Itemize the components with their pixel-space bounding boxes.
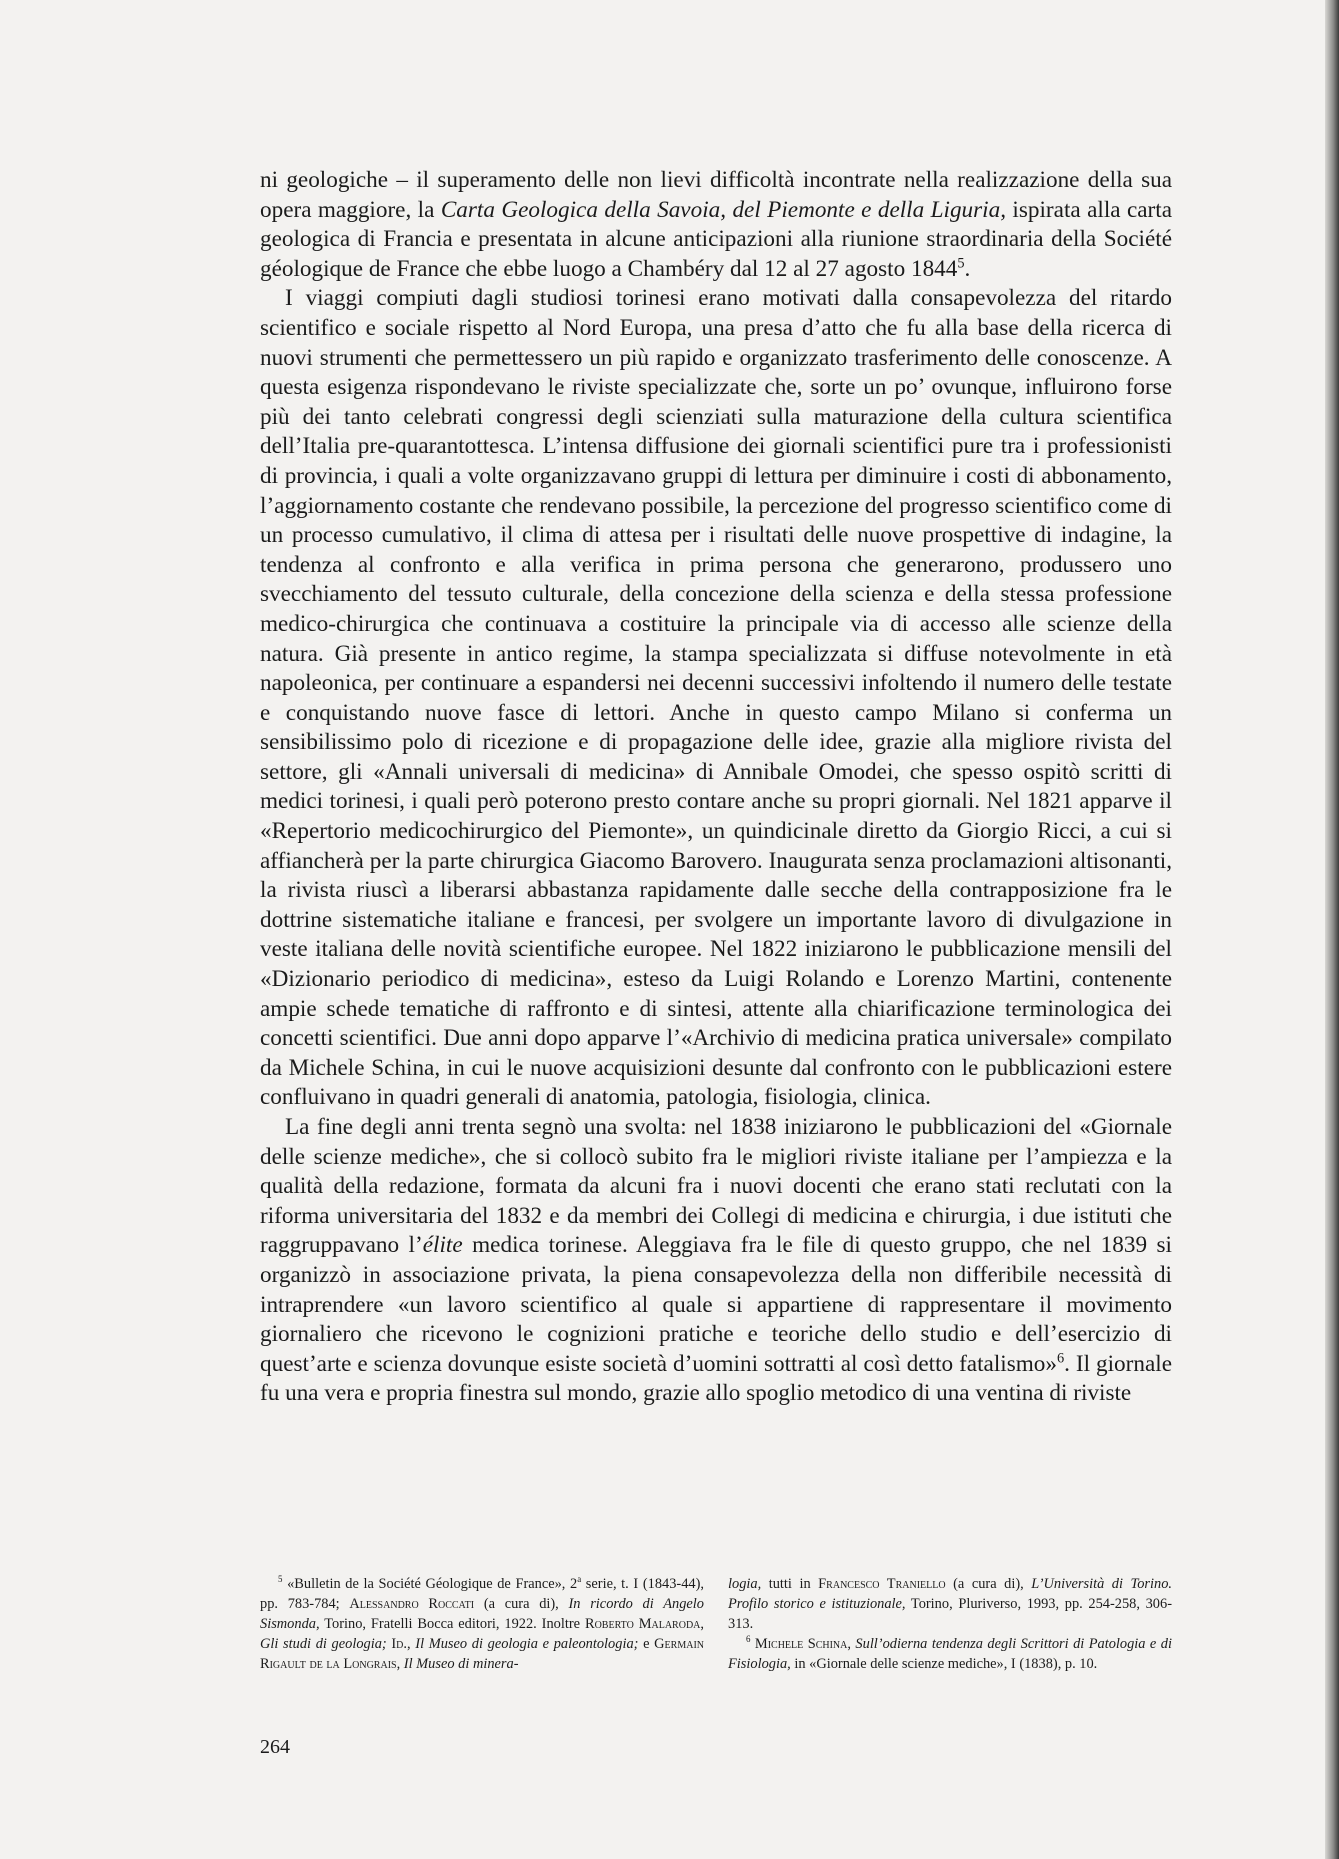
footnote-column-left — [260, 1574, 704, 1674]
page-number: 264 — [260, 1736, 290, 1758]
footnote-5-continued: logia, tutti in Francesco Traniello (a cura di), L’Università di Torino. Profilo storico e istituzionale, Torino, Pluriverso, 1993, pp. 254-258, 306-313. — [728, 1576, 1172, 1632]
footnote-5: $^5$ «Bulletin de la Société Géologique de France», 2$^a$ serie, t. I (1843-44), pp. 783-784; Alessandro Roccati (a cura di), In ricordo di Angelo Sismonda, Torino, Fratelli Bocca editori, 1922. Inoltre Roberto Malaroda, Gli studi di geologia; Id., Il Museo di geologia e paleontologia; e Germain Rigault de la Longrais, Il Museo di minera- — [260, 1574, 704, 1672]
paragraph-1: ni geologiche – il superamento delle non lievi difficoltà incontrate nella realizzazione della sua opera maggiore, la Carta Geologica della Savoia, del Piemonte e della Liguria, ispirata alla carta geologica di Francia e presentata in alcune anticipazioni alla riunione straordinaria della Société géologique de France che ebbe luogo a Chambéry dal 12 al 27 agosto 1844$^5$. — [260, 167, 1172, 282]
footnotes — [260, 1574, 1172, 1674]
main-text — [260, 166, 1172, 1409]
page-edge-shadow — [1325, 0, 1339, 1859]
footnote-6: $^6$ Michele Schina, Sull’odierna tendenza degli Scrittori di Patologia e di Fisiologia, in «Giornale delle scienze mediche», I (1838), p. 10. — [728, 1634, 1172, 1672]
paragraph-3: La fine degli anni trenta segnò una svolta: nel 1838 iniziarono le pubblicazioni del «Giornale delle scienze mediche», che si collocò subito fra le migliori riviste italiane per l’ampiezza e la qualità della redazione, formata da alcuni fra i nuovi docenti che erano stati reclutati con la riforma universitaria del 1832 e da membri dei Collegi di medicina e chirurgia, i due istituti che raggruppavano l’élite medica torinese. Aleggiava fra le file di questo gruppo, che nel 1839 si organizzò in associazione privata, la piena consapevolezza della non differibile necessità di intraprendere «un lavoro scientifico al quale si appartiene di rappresentare il movimento giornaliero che ricevono le cognizioni pratiche e teoriche dello studio e dell’esercizio di quest’arte e scienza dovunque esiste società d’uomini sottratti al così detto fatalismo»$^6$. Il giornale fu una vera e propria finestra sul mondo, grazie allo spoglio metodico di una ventina di riviste — [260, 1114, 1172, 1407]
footnote-ref-6: 6 — [1056, 1350, 1065, 1367]
footnote-ref-5: 5 — [957, 255, 965, 272]
paragraph-2: I viaggi compiuti dagli studiosi torinesi erano motivati dalla consapevolezza del ritardo scientifico e sociale rispetto al Nord Europa, una presa d’atto che fu alla base della ricerca di nuovi strumenti che permettessero un più rapido e organizzato trasferimento delle conoscenze. A questa esigenza rispondevano le riviste specializzate che, sorte un po’ ovunque, influirono forse più dei tanto celebrati congressi degli scienziati sulla maturazione della cultura scientifica dell’Italia pre-quarantottesca. L’intensa diffusione dei giornali scientifici pure tra i professionisti di provincia, i quali a volte organizzavano gruppi di lettura per diminuire i costi di abbonamento, l’aggiornamento costante che rendevano possibile, la percezione del progresso scientifico come di un processo cumulativo, il clima di attesa per i risultati delle nuove prospettive di indagine, la tendenza al confronto e alla verifica in prima persona che generarono, produssero uno svecchiamento del tessuto culturale, della concezione della scienza e della stessa professione medico-chirurgica che continuava a costituire la principale via di accesso alle scienze della natura. Già presente in antico regime, la stampa specializzata si diffuse notevolmente in età napoleonica, per continuare a espandersi nei decenni successivi infoltendo il numero delle testate e conquistando nuove fasce di lettori. Anche in questo campo Milano si conferma un sensibilissimo polo di ricezione e di propagazione delle idee, grazie alla migliore rivista del settore, gli «Annali universali di medicina» di Annibale Omodei, che spesso ospitò scritti di medici torinesi, i quali però poterono presto contare anche su propri giornali. Nel 1821 apparve il «Repertorio medicochirurgico del Piemonte», un quindicinale diretto da Giorgio Ricci, a cui si affiancherà per la parte chirurgica Giacomo Barovero. Inaugurata senza proclamazioni altisonanti, la rivista riuscì a liberarsi abbastanza rapidamente dalle secche della contrapposizione fra le dottrine sistematiche italiane e francesi, per svolgere un importante lavoro di divulgazione in veste italiana delle novità scientifiche europee. Nel 1822 iniziarono le pubblicazione mensili del «Dizionario periodico di medicina», esteso da Luigi Rolando e Lorenzo Martini, contenente ampie schede tematiche di raffronto e di sintesi, attente alla chiarificazione terminologica dei concetti scientifici. Due anni dopo apparve l’«Archivio di medicina pratica universale» compilato da Michele Schina, in cui le nuove acquisizioni desunte dal confronto con le pubblicazioni estere confluivano in quadri generali di anatomia, patologia, fisiologia, clinica. — [260, 285, 1172, 1111]
footnote-column-right — [728, 1574, 1172, 1674]
